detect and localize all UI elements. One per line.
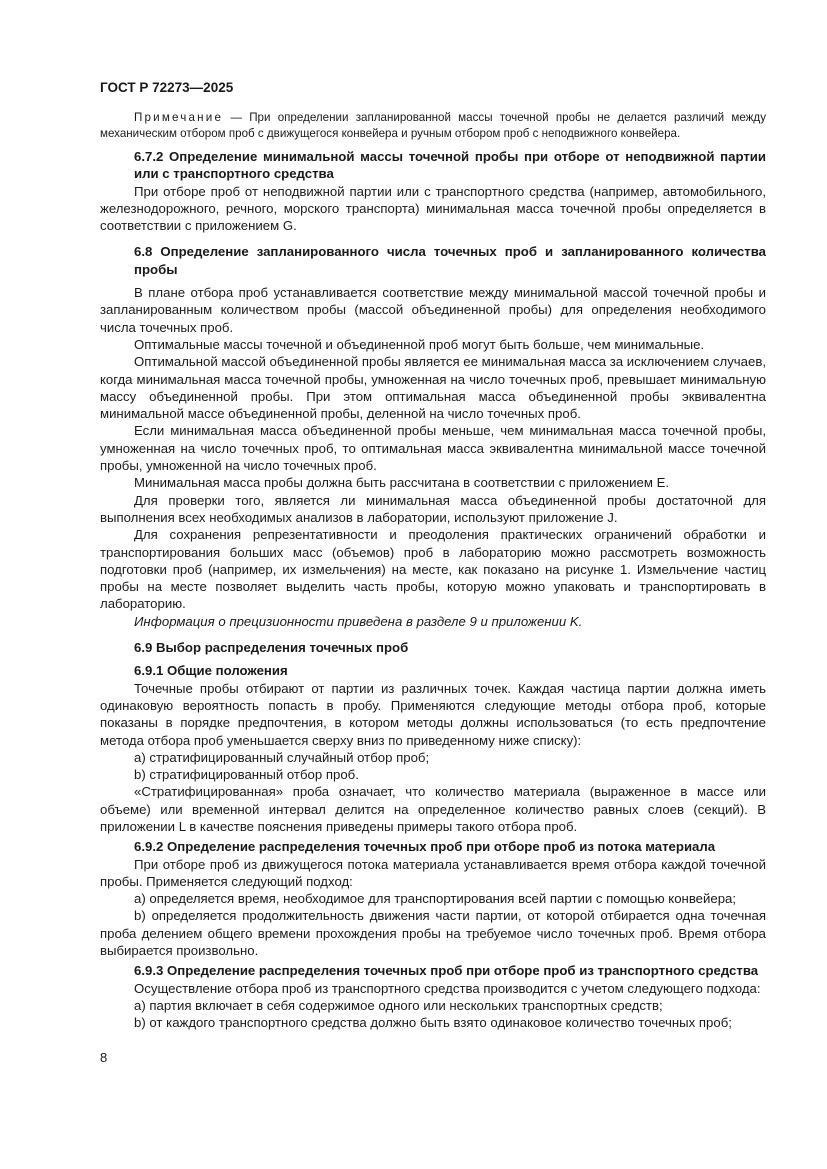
heading-6-7-2: 6.7.2 Определение минимальной массы точечной пробы при отборе от неподвижной партии или с транспортного средства (134, 149, 766, 182)
heading-6-9-2: 6.9.2 Определение распределения точечных проб при отборе проб из потока материала (134, 839, 716, 855)
list-item: a) стратифицированный случайный отбор проб; (134, 749, 430, 765)
paragraph: В плане отбора проб устанавливается соответствие между минимальной массой точечной пробы и запланированным количеством пробы (массой объединенной пробы) для определения необходимого числа точечных проб. (100, 285, 766, 335)
note-label: Примечание (134, 111, 224, 124)
list-item: b) определяется продолжительность движения части партии, от которой отбирается одна точечная проба делением общего времени прохождения пробы на требуемое число точечных проб. Время отбора выбирается произвольно. (100, 908, 766, 959)
paragraph: Для проверки того, является ли минимальная масса объединенной пробы достаточной для выполнения всех необходимых анализов в лаборатории, используют приложение J. (100, 492, 766, 525)
note (100, 110, 766, 142)
heading-6-9-3: 6.9.3 Определение распределения точечных проб при отборе проб из транспортного средства (134, 963, 759, 979)
paragraph: Оптимальной массой объединенной пробы является ее минимальная масса за исключением случаев, когда минимальная масса точечной пробы, умноженная на число точечных проб, превышает минимальную массу объединенной пробы. При этом оптимальная масса объединенной пробы эквивалентна минимальной массе объединенной пробы, деленной на число точечных проб. (100, 354, 766, 422)
paragraph: При отборе проб из движущегося потока материала устанавливается время отбора каждой точечной пробы. Применяется следующий подход: (100, 856, 766, 889)
document-header: ГОСТ Р 72273—2025 (100, 80, 234, 95)
heading-6-9-1: 6.9.1 Общие положения (134, 663, 288, 679)
list-item: a) определяется время, необходимое для транспортирования всей партии с помощью конвейера; (134, 891, 737, 907)
document-body (100, 110, 766, 1032)
paragraph: При отборе проб от неподвижной партии или с транспортного средства (например, автомобильного, железнодорожного, речного, морского транспорта) минимальная масса точечной пробы определяется в соответствии с приложением G. (100, 183, 766, 234)
list-item: a) партия включает в себя содержимое одного или нескольких транспортных средств; (134, 997, 663, 1013)
heading-6-8: 6.8 Определение запланированного числа точечных проб и запланированного количества пробы (134, 244, 766, 277)
heading-6-9: 6.9 Выбор распределения точечных проб (134, 640, 409, 656)
paragraph: Для сохранения репрезентативности и преодоления практических ограничений обработки и транспортирования больших масс (объемов) проб в лабораторию можно рассмотреть возможность подготовки проб (например, их измельчения) на месте, как показано на рисунке 1. Измельчение частиц пробы на месте позволяет выделить часть пробы, которую можно упаковать и транспортировать в лабораторию. (100, 527, 766, 612)
page-number: 8 (100, 1050, 108, 1065)
precision-reference: Информация о прецизионности приведена в разделе 9 и приложении K. (134, 613, 583, 629)
paragraph: Оптимальные массы точечной и объединенной проб могут быть больше, чем минимальные. (134, 336, 705, 352)
paragraph: Точечные пробы отбирают от партии из различных точек. Каждая частица партии должна иметь одинаковую вероятность попасть в пробу. Применяются следующие методы отбора проб, которые показаны в порядке предпочтения, в котором методы должны использоваться (то есть предпочтение метода отбора проб уменьшается сверху вниз по приведенному ниже списку): (100, 680, 766, 748)
paragraph: Минимальная масса пробы должна быть рассчитана в соответствии с приложением E. (134, 475, 670, 491)
list-item: b) стратифицированный отбор проб. (134, 767, 359, 783)
paragraph: Осуществление отбора проб из транспортного средства производится с учетом следующего подхода: (134, 980, 761, 996)
note-text: — При определении запланированной массы точечной пробы не делается различий между механическим отбором проб с движущегося конвейера и ручным отбором проб с неподвижного конвейера. (100, 111, 766, 140)
paragraph: Если минимальная масса объединенной пробы меньше, чем минимальная масса точечной пробы, умноженная на число точечных проб, то оптимальная масса эквивалентна минимальной массе точечной пробы, умноженной на число точечных проб. (100, 423, 766, 474)
list-item: b) от каждого транспортного средства должно быть взято одинаковое количество точечных проб; (134, 1015, 732, 1031)
paragraph: «Стратифицированная» проба означает, что количество материала (выраженное в массе или объеме) или временной интервал делится на определенное количество равных слоев (секций). В приложении L в качестве пояснения приведены примеры такого отбора проб. (100, 784, 766, 834)
